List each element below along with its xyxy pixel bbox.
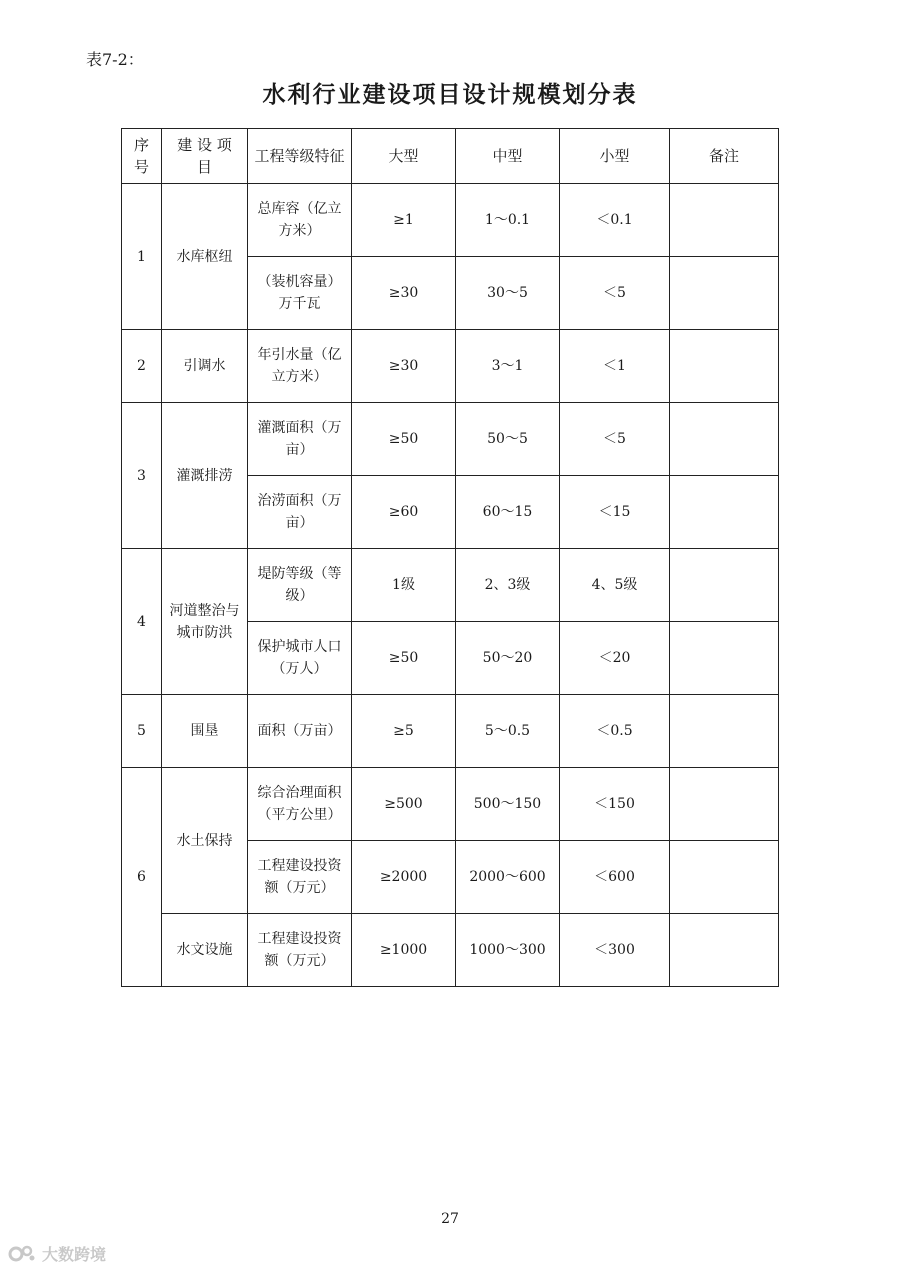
row-medium: 30～5 — [456, 257, 560, 330]
row-project: 水土保持 — [162, 768, 248, 914]
row-small: ＜0.1 — [560, 184, 670, 257]
row-note — [670, 257, 779, 330]
page-title: 水利行业建设项目设计规模划分表 — [262, 82, 638, 108]
row-large: ≥60 — [352, 476, 456, 549]
table-row — [122, 695, 779, 768]
row-large: ≥5 — [352, 695, 456, 768]
row-small: ＜1 — [560, 330, 670, 403]
watermark-text: 大数跨境 — [42, 1245, 107, 1264]
row-medium: 2000～600 — [456, 841, 560, 914]
row-index: 6 — [122, 768, 162, 987]
row-project: 引调水 — [162, 330, 248, 403]
table-row — [122, 549, 779, 622]
header-medium: 中型 — [456, 129, 560, 184]
page-number: 27 — [441, 1211, 459, 1227]
row-feature: 工程建设投资额（万元） — [248, 914, 352, 987]
header-index: 序号 — [122, 129, 162, 184]
row-medium: 50～20 — [456, 622, 560, 695]
row-project: 水库枢纽 — [162, 184, 248, 330]
row-note — [670, 622, 779, 695]
row-large: ≥1 — [352, 184, 456, 257]
row-large: ≥2000 — [352, 841, 456, 914]
header-small: 小型 — [560, 129, 670, 184]
row-feature: 工程建设投资额（万元） — [248, 841, 352, 914]
logo-mark-icon — [8, 1244, 36, 1264]
row-project: 河道整治与城市防洪 — [162, 549, 248, 695]
row-medium: 50～5 — [456, 403, 560, 476]
table-header-row — [122, 129, 779, 184]
row-small: ＜20 — [560, 622, 670, 695]
row-small: ＜0.5 — [560, 695, 670, 768]
row-medium: 5～0.5 — [456, 695, 560, 768]
table-row — [122, 914, 779, 987]
row-feature: 灌溉面积（万亩） — [248, 403, 352, 476]
row-feature: 堤防等级（等级） — [248, 549, 352, 622]
watermark — [8, 1242, 106, 1265]
row-medium: 1～0.1 — [456, 184, 560, 257]
row-large: 1级 — [352, 549, 456, 622]
row-large: ≥50 — [352, 403, 456, 476]
row-large: ≥50 — [352, 622, 456, 695]
header-large: 大型 — [352, 129, 456, 184]
row-small: ＜600 — [560, 841, 670, 914]
row-note — [670, 841, 779, 914]
row-feature: （装机容量）万千瓦 — [248, 257, 352, 330]
row-small: ＜5 — [560, 257, 670, 330]
row-feature: 面积（万亩） — [248, 695, 352, 768]
row-feature: 治涝面积（万亩） — [248, 476, 352, 549]
table-row — [122, 330, 779, 403]
row-index: 5 — [122, 695, 162, 768]
row-small: ＜150 — [560, 768, 670, 841]
table-row — [122, 184, 779, 257]
row-small: ＜15 — [560, 476, 670, 549]
row-note — [670, 549, 779, 622]
row-large: ≥500 — [352, 768, 456, 841]
row-note — [670, 476, 779, 549]
row-feature: 综合治理面积（平方公里） — [248, 768, 352, 841]
row-index: 2 — [122, 330, 162, 403]
row-small: 4、5级 — [560, 549, 670, 622]
row-medium: 500～150 — [456, 768, 560, 841]
row-large: ≥30 — [352, 257, 456, 330]
row-feature: 年引水量（亿立方米） — [248, 330, 352, 403]
table-row — [122, 403, 779, 476]
header-note: 备注 — [670, 129, 779, 184]
row-large: ≥1000 — [352, 914, 456, 987]
row-note — [670, 914, 779, 987]
row-feature: 保护城市人口（万人） — [248, 622, 352, 695]
header-project: 建 设 项 目 — [162, 129, 248, 184]
row-medium: 60～15 — [456, 476, 560, 549]
table-label: 表7-2： — [86, 50, 144, 69]
scale-classification-table — [121, 128, 779, 987]
header-feature: 工程等级特征 — [248, 129, 352, 184]
row-note — [670, 184, 779, 257]
row-medium: 3～1 — [456, 330, 560, 403]
row-medium: 2、3级 — [456, 549, 560, 622]
row-index: 1 — [122, 184, 162, 330]
row-note — [670, 768, 779, 841]
row-note — [670, 695, 779, 768]
row-small: ＜300 — [560, 914, 670, 987]
row-note — [670, 403, 779, 476]
row-project: 灌溉排涝 — [162, 403, 248, 549]
row-small: ＜5 — [560, 403, 670, 476]
row-index: 4 — [122, 549, 162, 695]
row-large: ≥30 — [352, 330, 456, 403]
row-project: 围垦 — [162, 695, 248, 768]
row-project: 水文设施 — [162, 914, 248, 987]
row-note — [670, 330, 779, 403]
row-index: 3 — [122, 403, 162, 549]
row-feature: 总库容（亿立方米） — [248, 184, 352, 257]
row-medium: 1000～300 — [456, 914, 560, 987]
table-row — [122, 768, 779, 841]
